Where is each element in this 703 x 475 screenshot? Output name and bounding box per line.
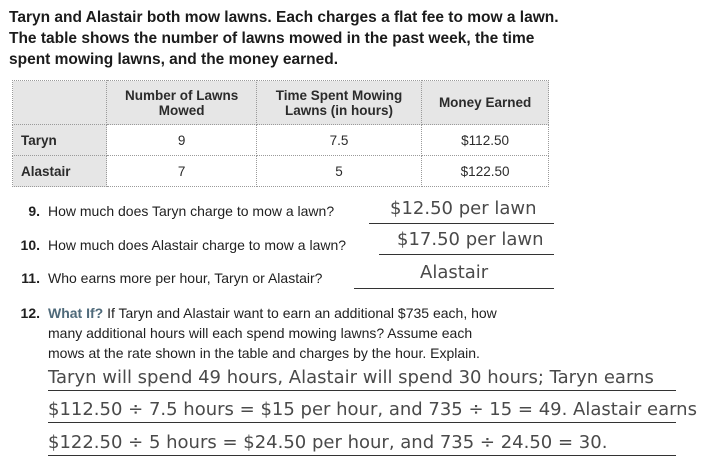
question-12 (48, 303, 568, 363)
cell-money: $122.50 (422, 156, 549, 187)
answer-12-line-3[interactable] (48, 431, 676, 456)
row-label-alastair: Alastair (13, 156, 107, 187)
header-lawns-line-2: Mowed (158, 102, 205, 118)
row-label-taryn: Taryn (13, 125, 107, 156)
question-10 (8, 237, 346, 253)
header-lawns-line-1: Number of Lawns (125, 87, 239, 103)
intro-line-3: spent mowing lawns, and the money earned. (9, 51, 339, 68)
intro-paragraph (9, 7, 669, 70)
question-text: Who earns more per hour, Taryn or Alastair? (48, 270, 323, 286)
question-12-line-3: mows at the rate shown in the table and charges by the hour. Explain. (48, 345, 480, 361)
cell-lawns: 7 (107, 156, 256, 187)
question-12-number: 12. (20, 305, 40, 321)
cell-hours: 5 (256, 156, 421, 187)
lawn-data-table (12, 80, 549, 187)
cell-hours: 7.5 (256, 125, 421, 156)
table-header-lawns (107, 81, 256, 125)
answer-10: $17.50 per lawn (397, 229, 544, 250)
question-number: 10. (20, 237, 40, 253)
question-12-line-2: many additional hours will each spend mowing lawns? Assume each (48, 325, 473, 341)
answer-12-line-2[interactable] (48, 398, 697, 423)
answer-11: Alastair (420, 262, 489, 283)
answer-12-text-2: $112.50 ÷ 7.5 hours = $15 per hour, and 735 ÷ 15 = 49. Alastair earns (48, 399, 697, 420)
answer-12-text-3: $122.50 ÷ 5 hours = $24.50 per hour, and 735 ÷ 24.50 = 30. (48, 432, 608, 453)
question-9 (8, 203, 334, 219)
what-if-label: What If? (48, 305, 104, 321)
table-row (13, 125, 549, 156)
cell-money: $112.50 (422, 125, 549, 156)
table-header-time (256, 81, 421, 125)
intro-line-1: Taryn and Alastair both mow lawns. Each charges a flat fee to mow a lawn. (9, 9, 559, 26)
answer-9: $12.50 per lawn (390, 198, 537, 219)
header-time-line-2: Lawns (in hours) (285, 102, 394, 118)
question-text: How much does Taryn charge to mow a lawn? (48, 203, 335, 219)
table-header-money: Money Earned (422, 81, 549, 125)
answer-12-text-1: Taryn will spend 49 hours, Alastair will spend 30 hours; Taryn earns (48, 367, 654, 388)
table-header-row (13, 81, 549, 125)
question-number: 9. (28, 203, 40, 219)
question-12-line-1 (48, 303, 568, 323)
question-number: 11. (21, 270, 40, 286)
cell-lawns: 9 (107, 125, 256, 156)
intro-line-2: The table shows the number of lawns mowed in the past week, the time (9, 30, 535, 47)
answer-12-line-1[interactable] (48, 366, 676, 391)
header-time-line-1: Time Spent Mowing (275, 87, 403, 103)
table-header-blank (13, 81, 107, 125)
question-11 (8, 270, 322, 286)
table-row (13, 156, 549, 187)
question-12-line-1-text: If Taryn and Alastair want to earn an additional $735 each, how (107, 305, 497, 321)
question-text: How much does Alastair charge to mow a lawn? (48, 237, 347, 253)
